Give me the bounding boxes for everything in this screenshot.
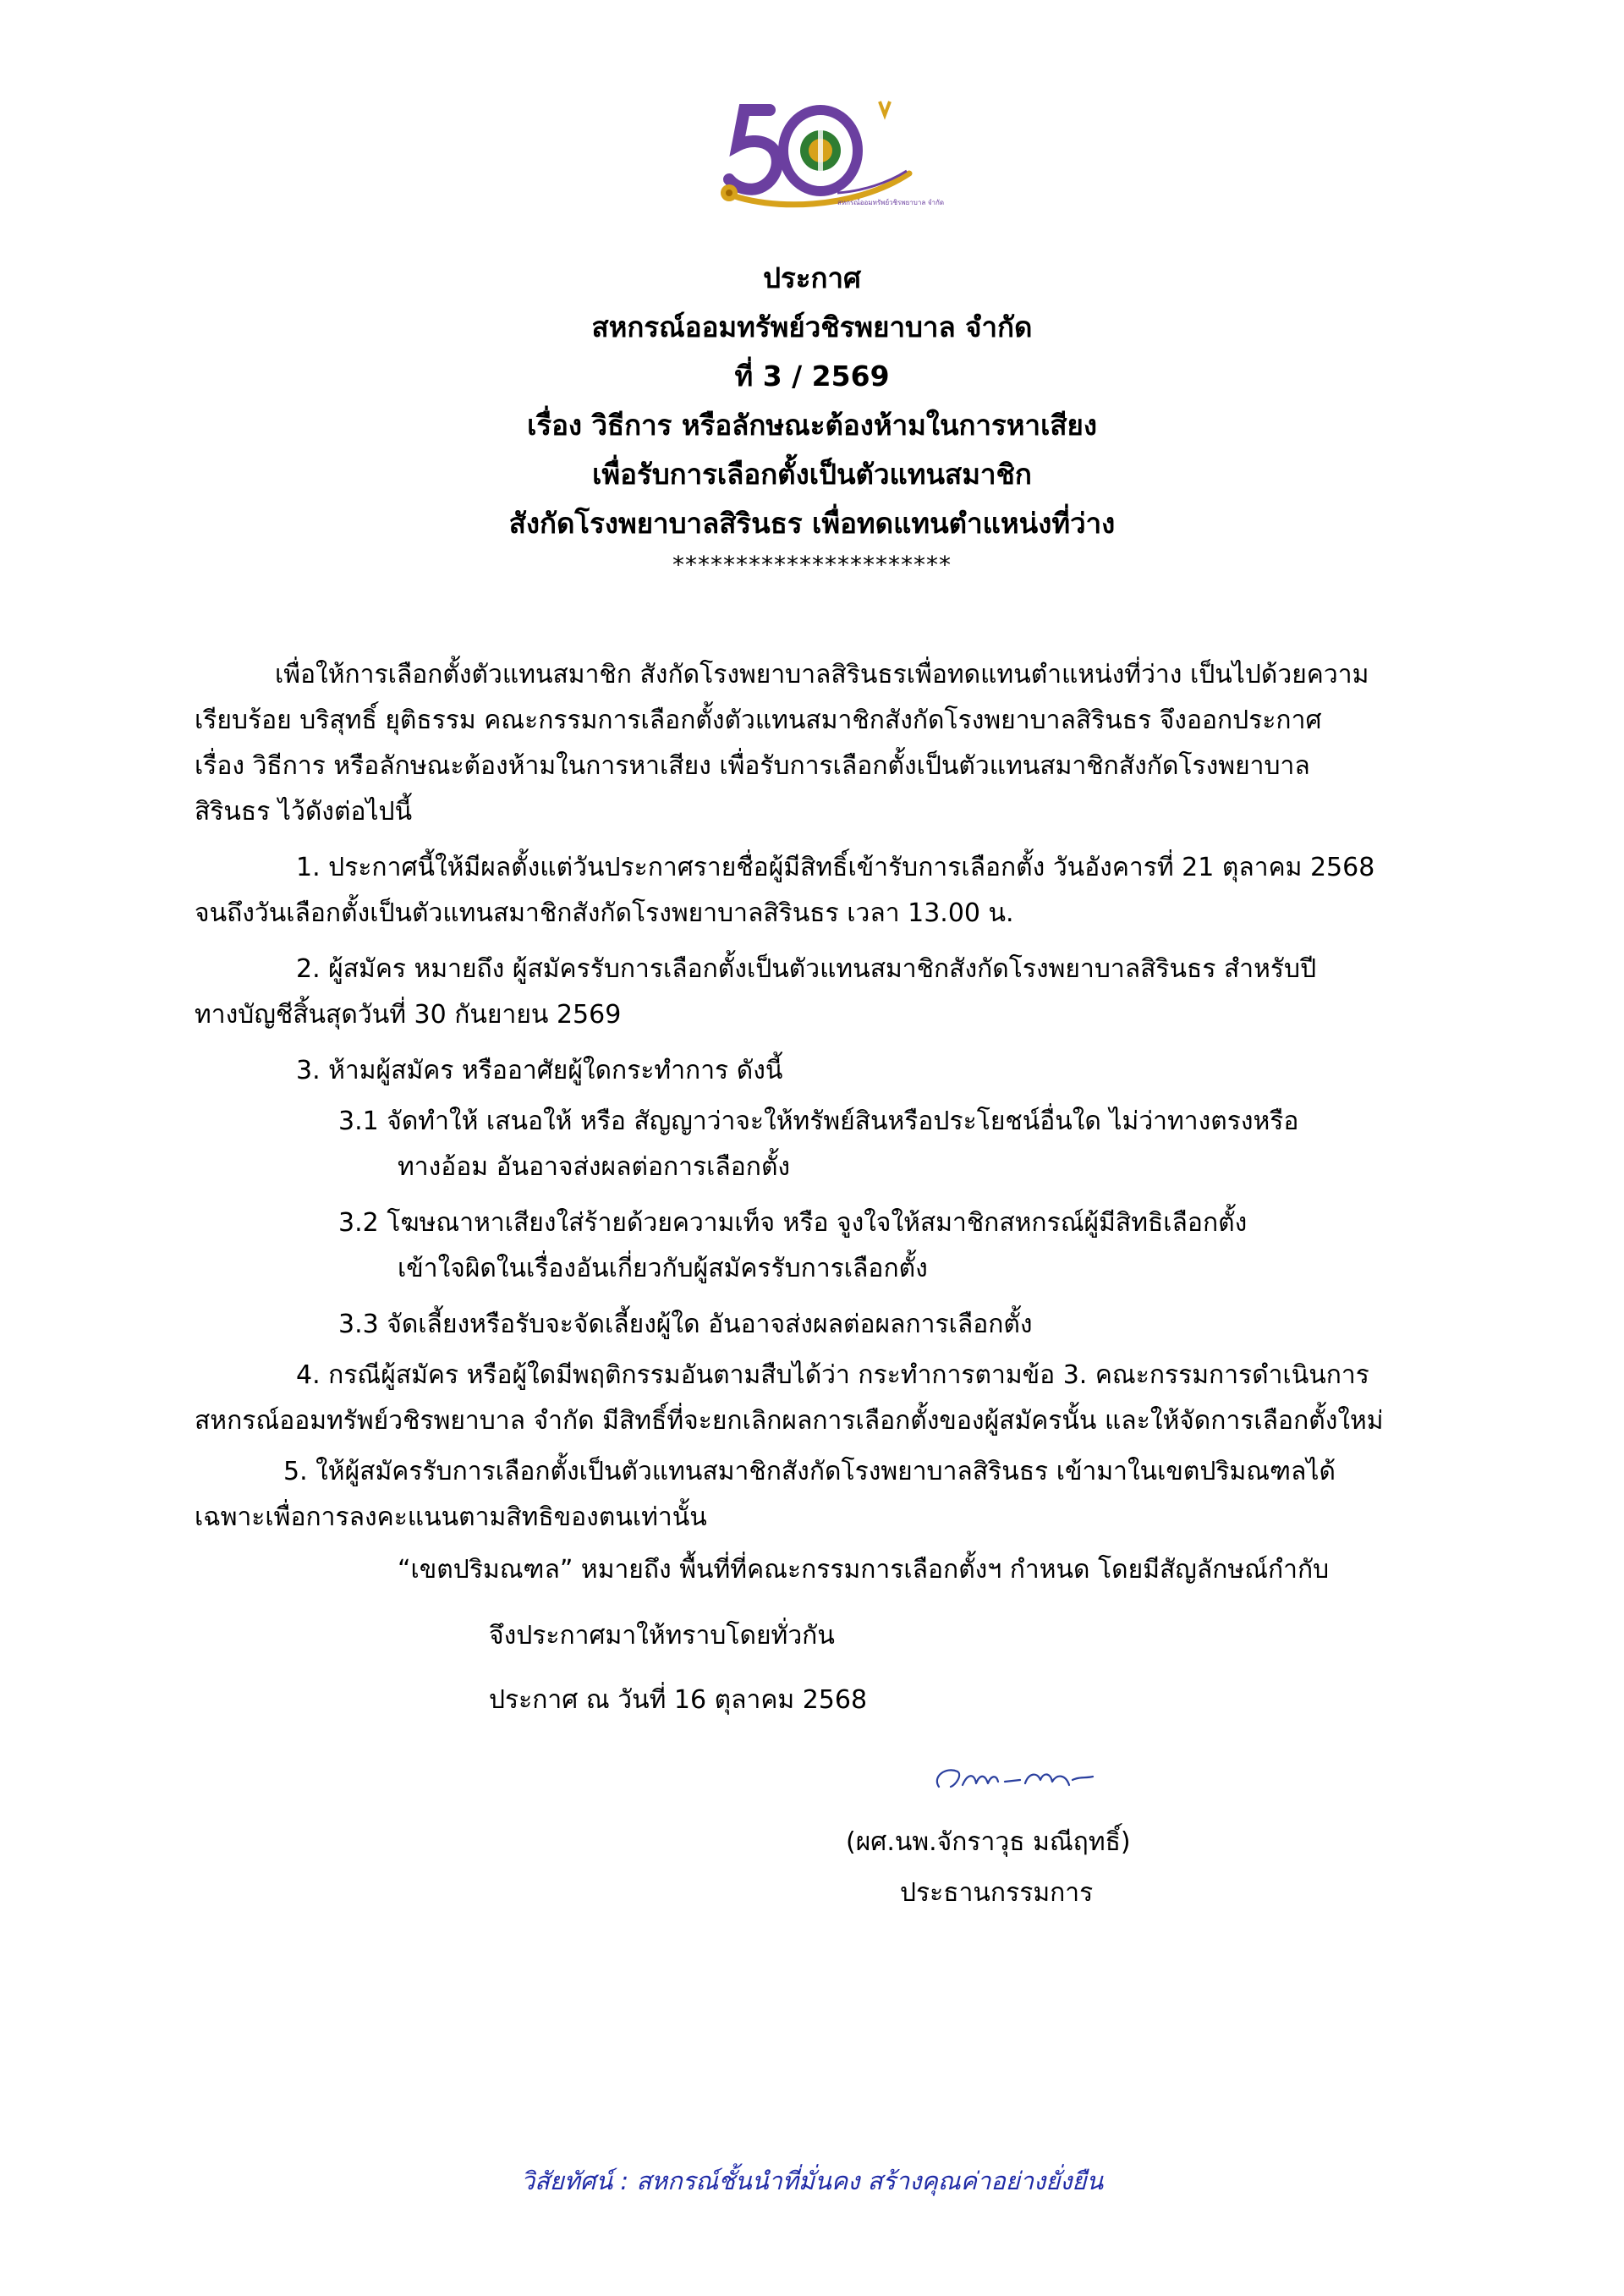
header-subject: เรื่อง วิธีการ หรือลักษณะต้องห้ามในการหาเสียง	[527, 409, 1097, 442]
item-2-line-2: ทางบัญชีสิ้นสุดวันที่ 30 กันยายน 2569	[195, 1000, 622, 1030]
logo-ribbon-text: สหกรณ์ออมทรัพย์วชิรพยาบาล จำกัด	[837, 199, 945, 206]
announcement-header	[0, 254, 1624, 580]
item-1-line-2: จนถึงวันเลือกตั้งเป็นตัวแทนสมาชิกสังกัดโรงพยาบาลสิรินธร เวลา 13.00 น.	[195, 898, 1014, 928]
item-3-1-line-2: ทางอ้อม อันอาจส่งผลต่อการเลือกตั้ง	[398, 1152, 791, 1182]
item-3: 3. ห้ามผู้สมัคร หรืออาศัยผู้ใดกระทำการ ดังนี้	[296, 1056, 783, 1085]
header-separator: **********************	[672, 551, 952, 579]
definition-line: “เขตปริมณฑล” หมายถึง พื้นที่ที่คณะกรรมการเลือกตั้งฯ กำหนด โดยมีสัญลักษณ์กำกับ	[398, 1555, 1330, 1585]
item-3-3: 3.3 จัดเลี้ยงหรือรับจะจัดเลี้ยงผู้ใด อันอาจส่งผลต่อผลการเลือกตั้ง	[338, 1310, 1033, 1339]
item-5-line-2: เฉพาะเพื่อการลงคะแนนตามสิทธิของตนเท่านั้น	[195, 1502, 707, 1532]
header-document-number: ที่ 3 / 2569	[734, 360, 890, 393]
header-subject-line3: สังกัดโรงพยาบาลสิรินธร เพื่อทดแทนตำแหน่งที่ว่าง	[508, 507, 1116, 540]
item-3-2-line-1: 3.2 โฆษณาหาเสียงใส่ร้ายด้วยความเท็จ หรือ จูงใจให้สมาชิกสหกรณ์ผู้มีสิทธิเลือกตั้ง	[338, 1208, 1248, 1238]
item-1-line-1: 1. ประกาศนี้ให้มีผลตั้งแต่วันประกาศรายชื่อผู้มีสิทธิ์เข้ารับการเลือกตั้ง วันอังคารที่ 21 ตุลาคม 2568	[296, 853, 1375, 882]
item-3-1-line-1: 3.1 จัดทำให้ เสนอให้ หรือ สัญญาว่าจะให้ทรัพย์สินหรือประโยชน์อื่นใด ไม่ว่าทางตรงหรือ	[338, 1107, 1299, 1136]
header-announcement-label: ประกาศ	[763, 261, 861, 294]
header-subject-line2: เพื่อรับการเลือกตั้งเป็นตัวแทนสมาชิก	[592, 458, 1032, 491]
fifty-year-anniversary-logo	[710, 93, 945, 220]
intro-line-2: เรียบร้อย บริสุทธิ์ ยุติธรรม คณะกรรมการเลือกตั้งตัวแทนสมาชิกสังกัดโรงพยาบาลสิรินธร จึงออกประกาศ	[195, 706, 1322, 735]
header-organization: สหกรณ์ออมทรัพย์วชิรพยาบาล จำกัด	[591, 310, 1033, 343]
item-5-line-1: 5. ให้ผู้สมัครรับการเลือกตั้งเป็นตัวแทนสมาชิกสังกัดโรงพยาบาลสิรินธร เข้ามาในเขตปริมณฑลได้	[283, 1457, 1336, 1486]
item-4-line-2: สหกรณ์ออมทรัพย์วชิรพยาบาล จำกัด มีสิทธิ์ที่จะยกเลิกผลการเลือกตั้งของผู้สมัครนั้น และให้จัดการเลือกตั้งใหม่	[195, 1406, 1384, 1436]
intro-line-3: เรื่อง วิธีการ หรือลักษณะต้องห้ามในการหาเสียง เพื่อรับการเลือกตั้งเป็นตัวแทนสมาชิกสังกัดโรงพยาบาล	[195, 751, 1310, 781]
item-3-2-line-2: เข้าใจผิดในเรื่องอันเกี่ยวกับผู้สมัครรับการเลือกตั้ง	[398, 1254, 928, 1283]
item-2-line-1: 2. ผู้สมัคร หมายถึง ผู้สมัครรับการเลือกตั้งเป็นตัวแทนสมาชิกสังกัดโรงพยาบาลสิรินธร สำหรับปี	[296, 954, 1317, 984]
intro-line-4: สิรินธร ไว้ดังต่อไปนี้	[195, 797, 413, 827]
intro-line-1: เพื่อให้การเลือกตั้งตัวแทนสมาชิก สังกัดโรงพยาบาลสิรินธรเพื่อทดแทนตำแหน่งที่ว่าง เป็นไปด้วยความ	[275, 660, 1369, 689]
signatory-name: (ผศ.นพ.จักราวุธ มณีฤทธิ์)	[846, 1827, 1131, 1857]
vision-footer: วิสัยทัศน์ : สหกรณ์ชั้นนำที่มั่นคง สร้างคุณค่าอย่างยั่งยืน	[520, 2167, 1104, 2195]
handwritten-signature	[914, 1751, 1116, 1802]
signatory-title: ประธานกรรมการ	[900, 1878, 1094, 1908]
item-4-line-1: 4. กรณีผู้สมัคร หรือผู้ใดมีพฤติกรรมอันตามสืบได้ว่า กระทำการตามข้อ 3. คณะกรรมการดำเนินการ	[296, 1360, 1369, 1390]
announcement-date: ประกาศ ณ วันที่ 16 ตุลาคม 2568	[489, 1685, 868, 1715]
closing-line: จึงประกาศมาให้ทราบโดยทั่วกัน	[489, 1621, 835, 1651]
